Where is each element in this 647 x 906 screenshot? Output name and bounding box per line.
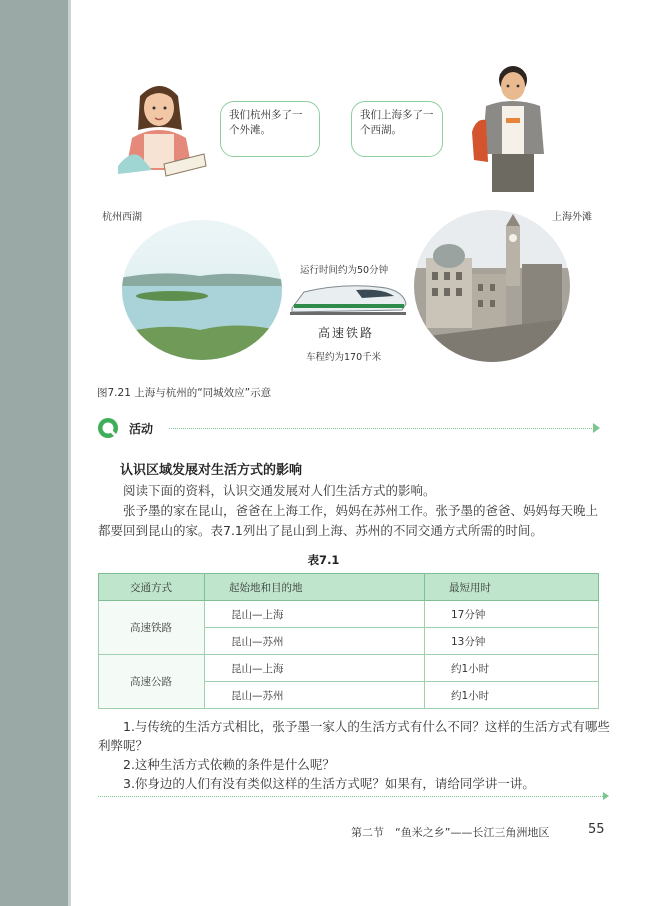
paragraph-story: 张予墨的家在昆山，爸爸在上海工作，妈妈在苏州工作。张予墨的爸爸、妈妈每天晚上都要回到昆山的家。表7.1列出了昆山到上海、苏州的不同交通方式所需的时间。	[98, 503, 599, 538]
route-cell: 昆山—上海	[205, 655, 425, 682]
activity-section-bar	[97, 417, 607, 439]
header-route: 起始地和目的地	[205, 574, 425, 601]
west-lake-photo	[120, 210, 285, 360]
hangzhou-caption: 杭州西湖	[102, 212, 142, 223]
time-cell: 约1小时	[425, 682, 599, 709]
figure-caption: 图7.21 上海与杭州的“同城效应”示意	[97, 387, 272, 399]
arrow-right-icon	[593, 423, 600, 433]
table-header-row	[99, 574, 599, 601]
activity-divider	[169, 428, 594, 429]
paragraph-intro: 阅读下面的资料，认识交通发展对人们生活方式的影响。	[123, 483, 436, 498]
route-cell: 昆山—苏州	[205, 628, 425, 655]
route-cell: 昆山—上海	[205, 601, 425, 628]
boy-illustration	[468, 62, 558, 194]
table-row	[99, 655, 599, 682]
table-title: 表7.1	[307, 553, 340, 567]
time-cell: 17分钟	[425, 601, 599, 628]
train-distance-label: 车程约为170千米	[306, 352, 382, 363]
arrow-right-icon	[603, 792, 609, 800]
train-mode-label: 高速铁路	[318, 326, 375, 340]
bottom-divider	[98, 796, 603, 797]
activity-label: 活动	[129, 422, 154, 436]
train-time-label: 运行时间约为50分钟	[300, 265, 389, 276]
running-footer: 第二节 “鱼米之乡”——长江三角洲地区	[351, 826, 550, 839]
activity-icon	[97, 417, 119, 439]
question-2: 2.这种生活方式依赖的条件是什么呢？	[123, 757, 335, 772]
boy-speech-bubble: 我们上海多了一个西湖。	[351, 101, 443, 157]
shanghai-caption: 上海外滩	[552, 212, 592, 223]
page-number: 55	[588, 822, 605, 837]
time-cell: 13分钟	[425, 628, 599, 655]
book-spine	[0, 0, 68, 906]
high-speed-train-icon	[286, 278, 408, 320]
girl-illustration	[112, 78, 207, 180]
the-bund-photo	[412, 208, 572, 363]
header-time: 最短用时	[425, 574, 599, 601]
question-1: 1.与传统的生活方式相比，张予墨一家人的生活方式有什么不同？这样的生活方式有哪些利弊呢？	[98, 719, 610, 753]
time-cell: 约1小时	[425, 655, 599, 682]
header-mode: 交通方式	[99, 574, 205, 601]
girl-speech-bubble: 我们杭州多了一个外滩。	[220, 101, 320, 157]
mode-cell: 高速公路	[99, 655, 205, 709]
route-cell: 昆山—苏州	[205, 682, 425, 709]
commute-time-table	[98, 573, 599, 709]
mode-cell: 高速铁路	[99, 601, 205, 655]
question-3: 3.你身边的人们有没有类似这样的生活方式呢？如果有，请给同学讲一讲。	[123, 776, 535, 791]
table-row	[99, 601, 599, 628]
section-heading: 认识区域发展对生活方式的影响	[120, 463, 303, 478]
